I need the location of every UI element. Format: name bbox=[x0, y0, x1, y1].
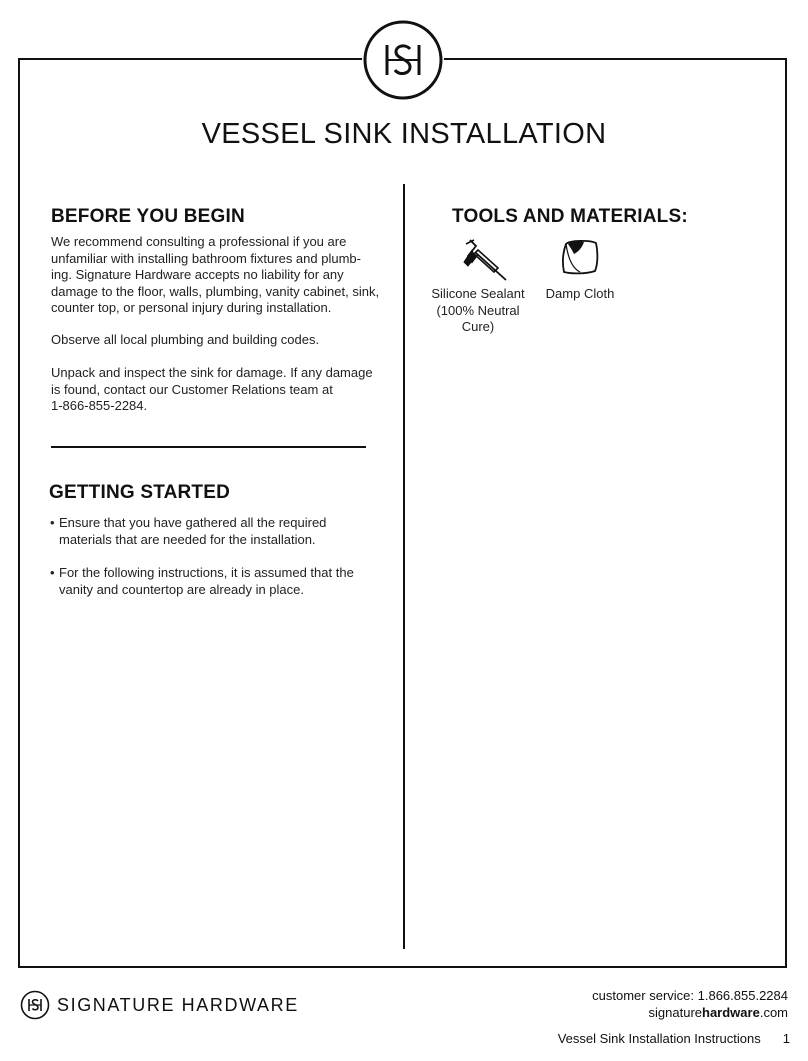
customer-service-phone: customer service: 1.866.855.2284 bbox=[592, 988, 788, 1003]
before-paragraph-liability bbox=[51, 234, 379, 317]
before-you-begin-heading: BEFORE YOU BEGIN bbox=[51, 206, 245, 227]
text-line: Ensure that you have gathered all the required bbox=[59, 515, 327, 530]
before-paragraph-inspect bbox=[51, 365, 373, 415]
text-line: Unpack and inspect the sink for damage. If any damage bbox=[51, 365, 373, 380]
list-item bbox=[50, 515, 369, 548]
page-footer bbox=[558, 1031, 790, 1046]
document-title: Vessel Sink Installation Instructions bbox=[557, 1031, 761, 1046]
text-line: is found, contact our Customer Relations team at bbox=[51, 381, 333, 397]
bullet-icon: • bbox=[50, 565, 55, 580]
website-prefix: signature bbox=[648, 1005, 703, 1020]
getting-started-heading: GETTING STARTED bbox=[49, 482, 231, 503]
text-line: unfamiliar with installing bathroom fixtures and plumb- bbox=[51, 250, 361, 266]
text-line: vanity and countertop are already in place. bbox=[59, 581, 304, 597]
before-paragraph-codes: Observe all local plumbing and building codes. bbox=[51, 332, 320, 347]
text-line: damage to the floor, walls, plumbing, vanity cabinet, sink, bbox=[51, 283, 380, 299]
section-divider bbox=[51, 446, 366, 448]
text-line: We recommend consulting a professional if you are bbox=[51, 234, 347, 249]
tool-damp-cloth bbox=[540, 238, 620, 303]
text-line: materials that are needed for the installation. bbox=[59, 531, 316, 547]
list-item bbox=[50, 565, 369, 598]
text-line: counter top, or personal injury during installation. bbox=[51, 300, 332, 315]
text-line: Damp Cloth bbox=[545, 286, 615, 301]
website-suffix: .com bbox=[759, 1005, 788, 1020]
text-line: Cure) bbox=[461, 319, 495, 334]
caulk-gun-icon bbox=[448, 236, 508, 282]
footer-brand-name: SIGNATURE HARDWARE bbox=[57, 995, 299, 1015]
sh-monogram-footer-icon bbox=[20, 990, 50, 1020]
tool-silicone-sealant bbox=[428, 236, 528, 336]
text-line: ing. Signature Hardware accepts no liability for any bbox=[51, 267, 344, 282]
website-bold: hardware bbox=[702, 1005, 760, 1020]
cloth-icon bbox=[560, 238, 600, 276]
text-line: For the following instructions, it is assumed that the bbox=[59, 565, 354, 580]
text-line: 1-866-855-2284. bbox=[51, 398, 148, 413]
column-divider bbox=[403, 184, 405, 949]
sh-monogram-icon bbox=[362, 19, 444, 101]
text-line: (100% Neutral bbox=[436, 302, 520, 318]
contact-info bbox=[592, 987, 788, 1021]
bullet-icon: • bbox=[50, 515, 55, 530]
page-number: 1 bbox=[782, 1031, 790, 1046]
page-title: VESSEL SINK INSTALLATION bbox=[201, 118, 607, 150]
tools-and-materials-heading: TOOLS AND MATERIALS: bbox=[452, 206, 688, 227]
website-link[interactable] bbox=[592, 1004, 788, 1021]
text-line: Silicone Sealant bbox=[431, 286, 525, 301]
